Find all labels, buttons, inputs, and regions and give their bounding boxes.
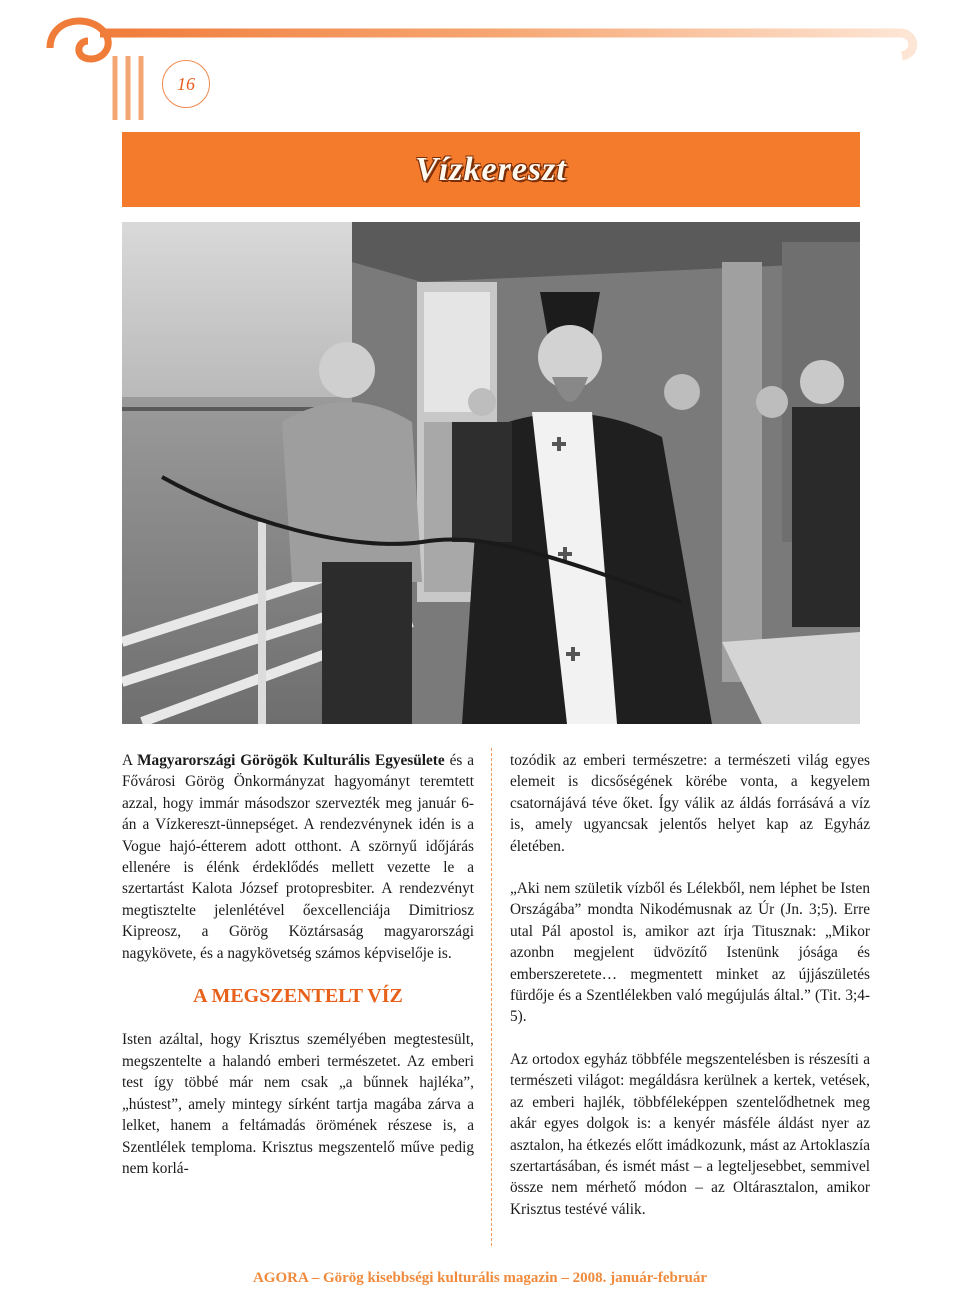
body-paragraph-4: Az ortodox egyház többféle megszentelésben is részesíti a természeti világot: megáldásra kerülnek a kertek, vetések, az emberi hajlék, többféleképpen szentelődhetnek meg akár egyes dolgok is: a kenyér másféle áldást nyer az asztalon, ha étkezés előtt imádkozunk, mást az Artoklaszía szertartásában, és ismét mást – a legteljesebbet, semmivel össze nem mérhető módon – az Oltárasztalon, amikor Krisztus testévé válik. (510, 1050, 870, 1218)
ceremony-photo (122, 222, 860, 724)
intro-paragraph (122, 750, 474, 964)
page-number: 16 (162, 60, 210, 108)
section-heading: A MEGSZENTELT VÍZ (193, 985, 403, 1008)
intro-rest: és a Fővárosi Görög Önkormányzat hagyományt teremtett azzal, hogy immár másodszor szervezték meg január 6-án a Vízkereszt-ünnepséget. A rendezvénynek idén is a Vogue hajó-étterem adott otthont. A szörnyű időjárás ellenére is élénk érdeklődés mellett vezette le a szertartást Kalota József protopresbiter. A rendezvényt megtisztelte jelenlétével őexcellenciája Dimitriosz Kipreosz, a Görög Köztársaság magyarországi nagykövete, és a nagykövetség számos képviselője is. (122, 752, 475, 962)
body-paragraph-2-part-1: Isten azáltal, hogy Krisztus személyében megtestesült, megszentelte a halandó emberi természetet. Az emberi test így többé már nem csak „a bűnnek hajléka”, „hústest”, amely mintegy sírként tartja magába zárva a lelket, hanem a feltámadás örömének részese is, a Szentlélek temploma. Krisztus megszentelő műve pedig nem korlá- (122, 1031, 474, 1177)
intro-organization: Magyarországi Görögök Kulturális Egyesülete (137, 752, 445, 769)
body-paragraph-2-part-2: tozódik az emberi természetre: a természeti világ egyes elemeit is dicsőségének körébe vonta, a kegyelem csatornájává téve őket. Így válik az áldás forrásává a víz is, amely ugyancsak jelentős helyet kap az Egyház életében. (510, 752, 870, 855)
left-column (122, 750, 474, 1179)
page-title: Vízkereszt (415, 150, 567, 188)
body-paragraph-3: „Aki nem születik vízből és Lélekből, nem léphet be Isten Országába” mondta Nikodémusnak az Úr (Jn. 3;5). Erre utal Pál apostol is, amikor azt írja Titusznak: „Mikor azonbn megjelent üdvözítő Istenünk jósága és emberszeretete… megmentett minket az újjászületés fürdője és a Szentlélekben való megújulás által.” (Tit. 3;4-5). (510, 880, 870, 1026)
title-banner (122, 132, 860, 207)
magazine-footer: AGORA – Görög kisebbségi kulturális magazin – 2008. január-február (252, 1270, 708, 1286)
right-column (510, 750, 870, 1220)
column-divider (491, 748, 492, 1246)
intro-prefix: A (122, 752, 138, 769)
